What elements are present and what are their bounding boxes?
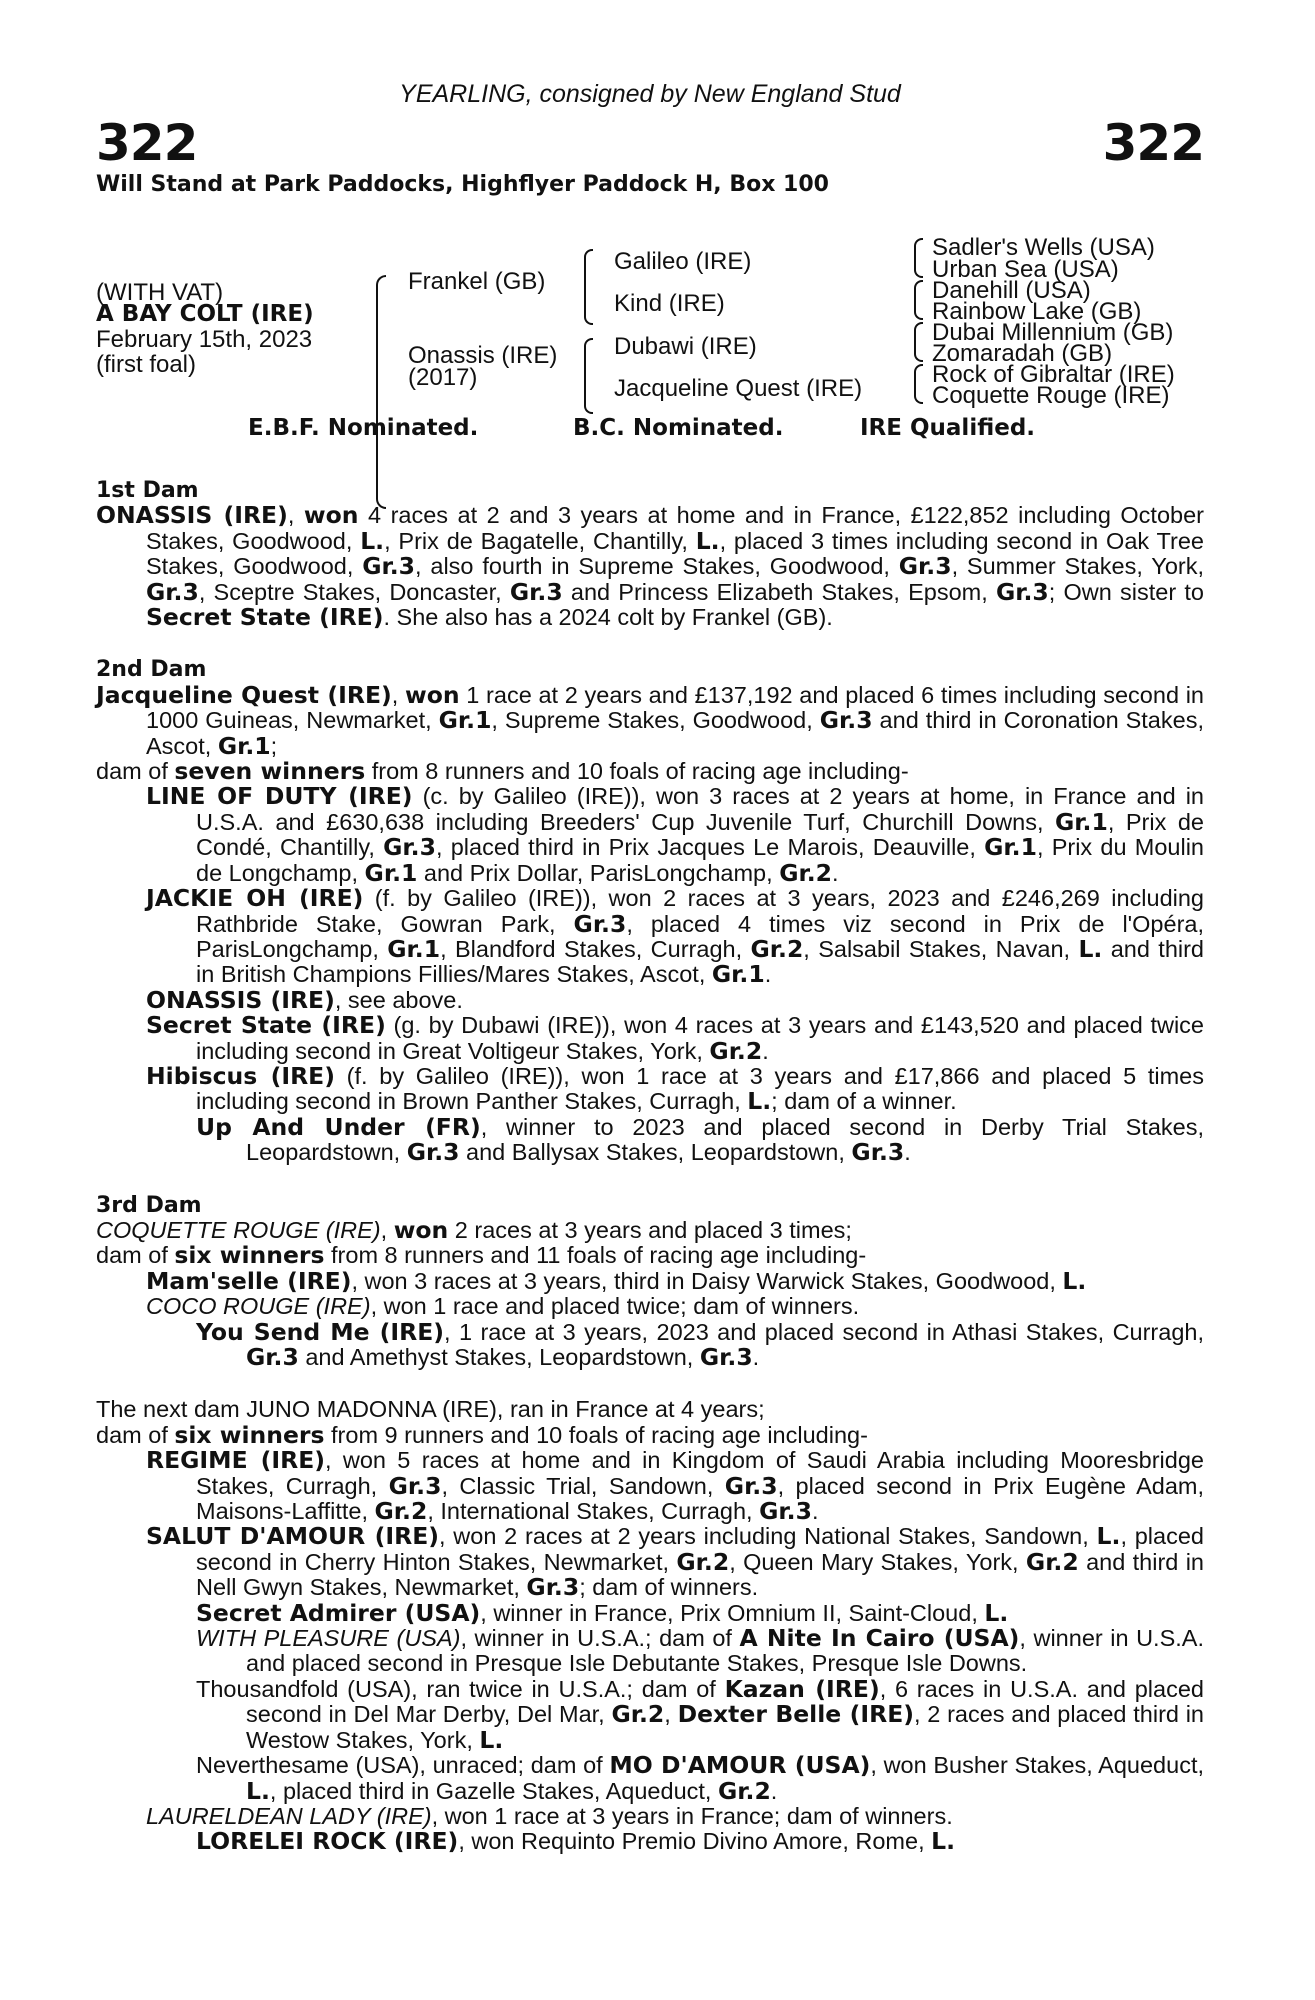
produce-onassis: ONASSIS (IRE), see above.	[146, 985, 463, 1014]
third-dam-entry: COQUETTE ROUGE (IRE), won 2 races at 3 years and placed 3 times;	[96, 1215, 852, 1244]
produce-laureldean-lady: LAURELDEAN LADY (IRE), won 1 race at 3 years in France; dam of winners.	[146, 1802, 953, 1829]
produce-up-and-under: Up And Under (FR), winner to 2023 and placed second in Derby Trial Stakes, Leopardstown, Gr.3 and Ballysax Stakes, Leopardstown, Gr.3.	[196, 1112, 1204, 1167]
produce-salut-damour: SALUT D'AMOUR (IRE), won 2 races at 2 years including National Stakes, Sandown, L., placed second in Cherry Hinton Stakes, Newmarket, Gr.2, Queen Mary Stakes, York, Gr.2 and third in Nell Gwyn Stakes, Newmarket, Gr.3; dam of winners.	[146, 1522, 1204, 1602]
bracket-g1	[914, 238, 923, 278]
stand-location: Will Stand at Park Paddocks, Highflyer Paddock H, Box 100	[96, 172, 829, 197]
sire-dam: Kind (IRE)	[614, 290, 725, 317]
sire: Frankel (GB)	[408, 268, 546, 295]
sire-sire-sire: Sadler's Wells (USA)	[932, 234, 1155, 261]
dam-dam: Jacqueline Quest (IRE)	[614, 375, 863, 402]
sire-dam-sire: Danehill (USA)	[932, 277, 1091, 304]
produce-thousandfold: Thousandfold (USA), ran twice in U.S.A.; dam of Kazan (IRE), 6 races in U.S.A. and placed second in Del Mar Derby, Del Mar, Gr.2, Dexter Belle (IRE), 2 races and placed third in Westow Stakes, York, L.	[196, 1674, 1205, 1754]
dam-dam-sire: Rock of Gibraltar (IRE)	[932, 361, 1175, 388]
produce-hibiscus: Hibiscus (IRE) (f. by Galileo (IRE)), won 1 race at 3 years and £17,866 and placed 5 times including second in Brown Panther Stakes, Curragh, L.; dam of a winner.	[146, 1061, 1205, 1116]
lot-number-left: 322	[96, 114, 198, 172]
produce-mamselle: Mam'selle (IRE), won 3 races at 3 years, third in Daisy Warwick Stakes, Goodwood, L.	[146, 1266, 1087, 1295]
catalogue-body	[96, 478, 1204, 1855]
sire-sire-dam: Urban Sea (USA)	[932, 256, 1119, 283]
first-dam-heading: 1st Dam	[96, 478, 199, 503]
sire-dam-bracket	[376, 275, 386, 509]
bracket-g4	[914, 364, 923, 404]
produce-lorelei-rock: LORELEI ROCK (IRE), won Requinto Premio Divino Amore, Rome, L.	[196, 1827, 956, 1856]
produce-line-of-duty: LINE OF DUTY (IRE) (c. by Galileo (IRE)), won 3 races at 2 years at home, in France and in U.S.A. and £630,638 including Breeders' Cup Juvenile Turf, Churchill Downs, Gr.1, Prix de Condé, Chantilly, Gr.3, placed third in Prix Jacques Le Marois, Deauville, Gr.1, Prix du Moulin de Longchamp, Gr.1 and Prix Dollar, ParisLongchamp, Gr.2.	[146, 782, 1204, 887]
second-dam-entry: Jacqueline Quest (IRE), won 1 race at 2 years and £137,192 and placed 6 times including second in 1000 Guineas, Newmarket, Gr.1, Supreme Stakes, Goodwood, Gr.3 and third in Coronation Stakes, Ascot, Gr.1;	[96, 680, 1204, 760]
foaling-date: February 15th, 2023	[96, 326, 313, 353]
produce-you-send-me: You Send Me (IRE), 1 race at 3 years, 2023 and placed second in Athasi Stakes, Curragh, Gr.3 and Amethyst Stakes, Leopardstown, Gr.3.	[196, 1317, 1204, 1371]
catalogue-page	[96, 80, 1205, 1856]
pedigree-table	[96, 200, 1204, 520]
dam: Onassis (IRE)	[408, 342, 558, 369]
horse-name: A BAY COLT (IRE)	[96, 301, 314, 327]
next-dam-produce-line: dam of six winners from 9 runners and 10 foals of racing age including-	[96, 1420, 868, 1449]
produce-secret-admirer: Secret Admirer (USA), winner in France, Prix Omnium II, Saint-Cloud, L.	[196, 1598, 1009, 1627]
consignor-line: YEARLING, consigned by New England Stud	[399, 80, 901, 108]
dam-parents-bracket	[584, 338, 593, 414]
dam-sire-sire: Dubai Millennium (GB)	[932, 319, 1174, 346]
ebf-nominated: E.B.F. Nominated.	[248, 415, 479, 441]
produce-regime: REGIME (IRE), won 5 races at home and in Kingdom of Saudi Arabia including Mooresbridge Stakes, Curragh, Gr.3, Classic Trial, Sandown, Gr.3, placed second in Prix Eugène Adam, Maisons-Laffitte, Gr.2, International Stakes, Curragh, Gr.3.	[146, 1446, 1205, 1526]
ire-qualified: IRE Qualified.	[860, 415, 1036, 441]
sire-sire: Galileo (IRE)	[614, 248, 752, 275]
sire-dam-dam: Rainbow Lake (GB)	[932, 298, 1142, 325]
foal-note: (first foal)	[96, 351, 197, 378]
produce-secret-state: Secret State (IRE) (g. by Dubawi (IRE)), won 4 races at 3 years and £143,520 and placed twice including second in Great Voltigeur Stakes, York, Gr.2.	[146, 1011, 1204, 1065]
second-dam-produce-line: dam of seven winners from 8 runners and 10 foals of racing age including-	[96, 757, 909, 786]
produce-jackie-oh: JACKIE OH (IRE) (f. by Galileo (IRE)), won 2 races at 3 years, 2023 and £246,269 including Rathbride Stake, Gowran Park, Gr.3, placed 4 times viz second in Prix de l'Opéra, ParisLongchamp, Gr.1, Blandford Stakes, Curragh, Gr.2, Salsabil Stakes, Navan, L. and third in British Champions Fillies/Mares Stakes, Ascot, Gr.1.	[146, 884, 1205, 989]
third-dam-heading: 3rd Dam	[96, 1192, 202, 1218]
vat-note: (WITH VAT)	[96, 279, 224, 306]
dam-sire-dam: Zomaradah (GB)	[932, 340, 1113, 367]
produce-neverthesame: Neverthesame (USA), unraced; dam of MO D'AMOUR (USA), won Busher Stakes, Aqueduct, L., placed third in Gazelle Stakes, Aqueduct, Gr.2.	[196, 1751, 1204, 1805]
dam-sire: Dubawi (IRE)	[614, 333, 757, 360]
bracket-g2	[914, 280, 923, 320]
bracket-g3	[914, 322, 923, 362]
lot-number-right: 322	[1102, 114, 1204, 172]
second-dam-heading: 2nd Dam	[96, 657, 207, 683]
third-dam-produce-line: dam of six winners from 8 runners and 11 foals of racing age including-	[96, 1241, 867, 1270]
next-dam-entry: The next dam JUNO MADONNA (IRE), ran in France at 4 years;	[96, 1396, 765, 1423]
dam-year: (2017)	[408, 364, 478, 391]
produce-coco-rouge: COCO ROUGE (IRE), won 1 race and placed twice; dam of winners.	[146, 1293, 860, 1320]
first-dam-entry: ONASSIS (IRE), won 4 races at 2 and 3 years at home and in France, £122,852 including October Stakes, Goodwood, L., Prix de Bagatelle, Chantilly, L., placed 3 times including second in Oak Tree Stakes, Goodwood, Gr.3, also fourth in Supreme Stakes, Goodwood, Gr.3, Summer Stakes, York, Gr.3, Sceptre Stakes, Doncaster, Gr.3 and Princess Elizabeth Stakes, Epsom, Gr.3; Own sister to Secret State (IRE). She also has a 2024 colt by Frankel (GB).	[96, 501, 1204, 632]
sire-parents-bracket	[584, 249, 593, 325]
dam-dam-dam: Coquette Rouge (IRE)	[932, 382, 1170, 409]
produce-with-pleasure: WITH PLEASURE (USA), winner in U.S.A.; dam of A Nite In Cairo (USA), winner in U.S.A. and placed second in Presque Isle Debutante Stakes, Presque Isle Downs.	[196, 1624, 1204, 1677]
bc-nominated: B.C. Nominated.	[573, 415, 784, 441]
